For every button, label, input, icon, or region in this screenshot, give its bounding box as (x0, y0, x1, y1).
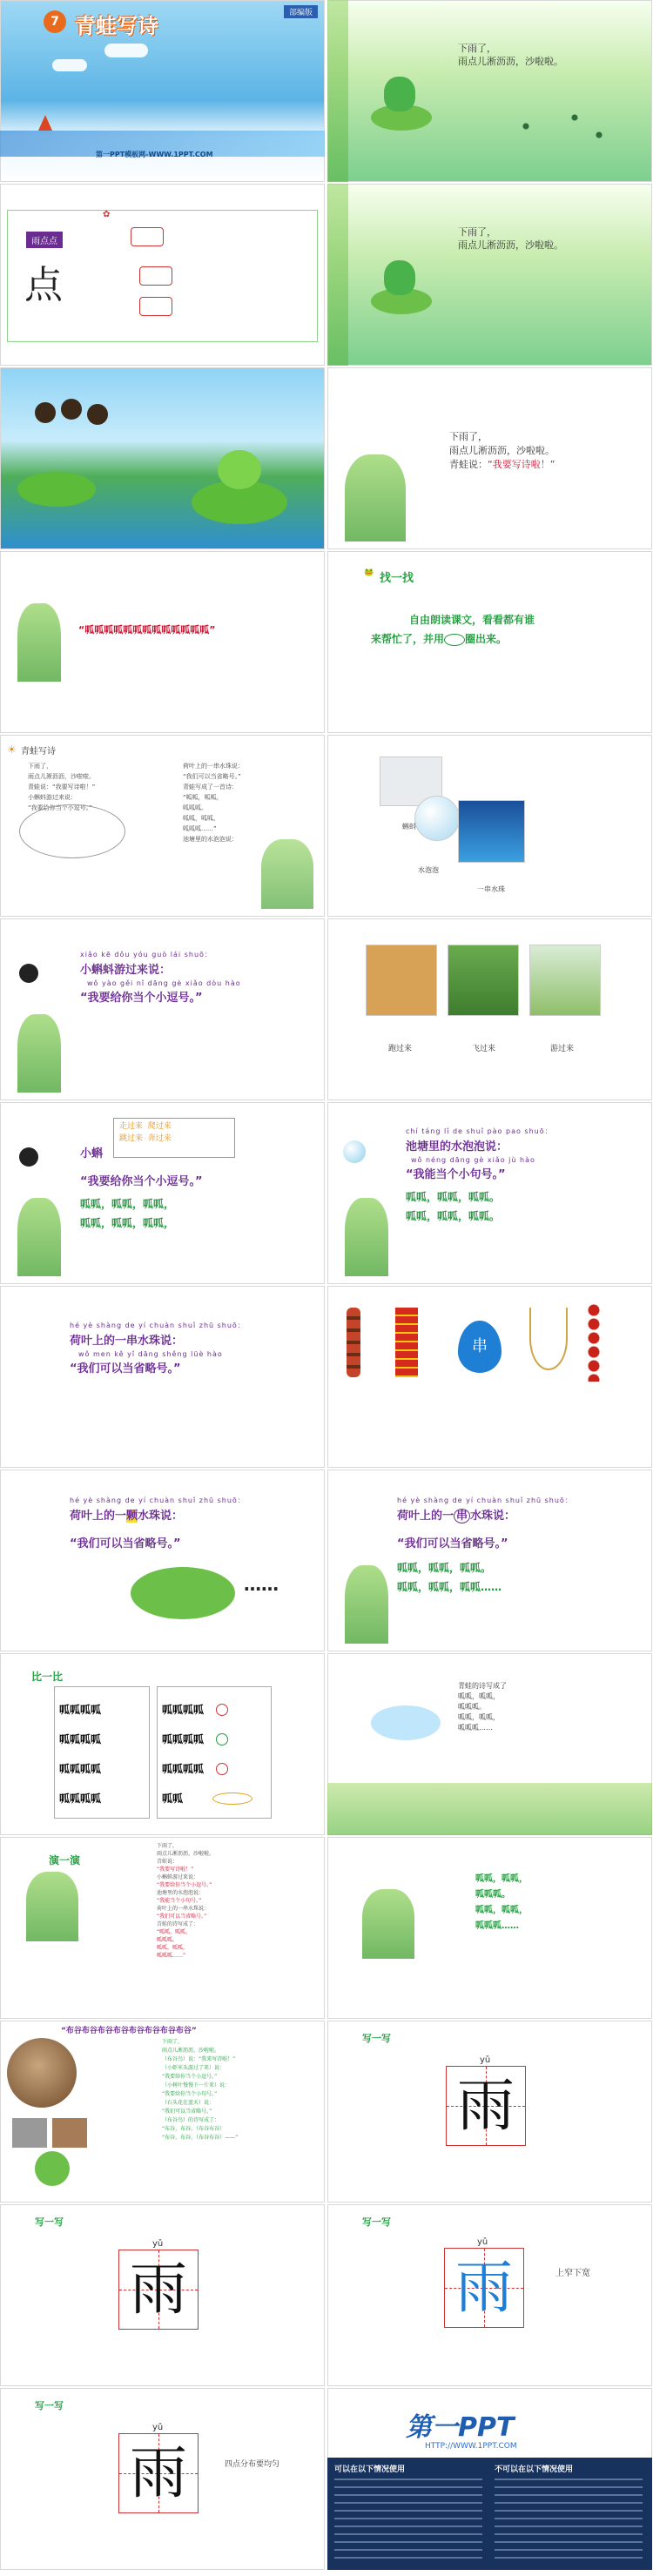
child-figure (61, 399, 82, 420)
circled-word: 串 (454, 1509, 470, 1523)
croak-row: 呱呱，呱呱，呱呱…… (397, 1581, 502, 1593)
poem-block (458, 1692, 500, 1733)
verb-label: 飞过来 (472, 1045, 496, 1053)
slide-5-illustration[interactable] (0, 367, 325, 549)
cloud-shape (52, 59, 87, 71)
script-line: 呱呱呱……” (157, 1953, 186, 1959)
meaning-box (139, 297, 172, 316)
note-item: 走过来 (119, 1122, 144, 1131)
section-heading: 写一写 (35, 2400, 64, 2411)
script-line: 雨点儿淅沥沥，沙啦啦。 (157, 1851, 215, 1857)
section-heading: 写一写 (362, 2033, 391, 2044)
pinyin-line: wǒ yào gěi nǐ dāng gè xiǎo dòu hào (87, 979, 241, 987)
text-line: 池塘里的水泡泡说： (406, 1140, 508, 1153)
child-figure (35, 402, 56, 423)
reed-border (327, 0, 348, 182)
poem-line: 下雨了， (458, 43, 496, 54)
pinyin-line: hé yè shàng de yí chuàn shuǐ zhū shuō： (397, 1497, 573, 1504)
poem-line: （石头花在蓝天）说： (162, 2100, 215, 2106)
tadpoles-illustration (502, 104, 623, 148)
slide-7-croak[interactable] (0, 551, 325, 733)
poem-line: “布谷，布谷，（布谷布谷） (162, 2126, 226, 2132)
slide-13-tadpole-practice[interactable] (0, 1102, 325, 1284)
text-line: 下雨了， (28, 763, 52, 770)
slide-1-title[interactable] (0, 0, 325, 182)
circle-symbol (444, 634, 465, 646)
quote: “我要写诗啦！” (488, 459, 555, 470)
poem-block (458, 42, 563, 68)
necklace-image (529, 1308, 568, 1370)
verb-label: 跑过来 (388, 1045, 413, 1053)
poem-line: 雨点儿淅沥沥，沙啦啦。 (449, 445, 555, 456)
croak-row: 呱呱，呱呱，呱呱。 (406, 1210, 501, 1222)
slide-10-helpers[interactable] (327, 735, 652, 917)
lesson-number-badge: 7 (44, 10, 66, 33)
text-part: 水珠说： (470, 1510, 516, 1523)
text-line (70, 1506, 183, 1523)
script-line: 青蛙说： (157, 1859, 178, 1865)
text-line: “我要给你当个小逗号。” (28, 804, 92, 811)
script-line: 青蛙的诗写成了： (157, 1921, 199, 1927)
text-line: 呱呱，呱呱， (183, 815, 219, 822)
poem-line: “布谷，布谷，（布谷布谷）——” (162, 2135, 239, 2141)
frog-on-leaf (345, 1565, 388, 1644)
text-part: 水珠说： (138, 1510, 184, 1523)
section-heading: 写一写 (35, 2216, 64, 2228)
speech-bubble (371, 1705, 441, 1740)
pinyin-label: yǔ (480, 2055, 491, 2065)
writing-tip: 四点分布要均匀 (225, 2460, 280, 2469)
poem-line: 呱呱呱…… (458, 1724, 493, 1732)
slide-18-string-drops[interactable] (327, 1470, 652, 1651)
template-footer: 第一PPT模板网-WWW.1PPT.COM (96, 151, 213, 158)
slide-12-verbs[interactable] (327, 918, 652, 1100)
kebab-image (347, 1308, 360, 1377)
pinyin-label: yǔ (152, 2423, 164, 2432)
text-line: 呱呱呱……” (183, 825, 217, 832)
slide-28-credits[interactable] (327, 2388, 652, 2570)
poem-line: 呱呱，呱呱， (458, 1692, 500, 1700)
croak-line: 呱呱，呱呱， (475, 1874, 528, 1884)
section-heading: 演一演 (49, 1854, 81, 1866)
poem-line: 雨点儿淅沥沥，沙啦啦。 (458, 56, 563, 67)
text-title: 青蛙写诗 (21, 747, 56, 757)
croak-row: 呱呱，呱呱，呱呱。 (397, 1562, 492, 1574)
croak-line: 呱呱呱…… (475, 1921, 519, 1931)
dove-image (448, 945, 519, 1016)
slide-27-write[interactable] (0, 2388, 325, 2570)
label-water-drops: 一串水珠 (477, 885, 505, 893)
highlight-oval (19, 804, 125, 858)
slide-17-one-drop[interactable] (0, 1470, 325, 1651)
slide-26-write[interactable] (327, 2204, 652, 2386)
pinyin-line: chí táng lǐ de shuǐ pào pao shuō： (406, 1127, 553, 1135)
script-line: “我能当个小句号。” (157, 1898, 202, 1904)
poem-block (449, 430, 555, 472)
text-line: 呱呱呱。 (183, 804, 207, 811)
text-column-right (183, 761, 244, 844)
animal-image (12, 2118, 47, 2148)
frog-on-leaf (261, 839, 313, 909)
text-line: “我要给你当个小逗号。” (80, 1175, 203, 1188)
tanghulu-image (587, 1303, 601, 1382)
note-box (113, 1118, 235, 1158)
slide-21-act[interactable] (0, 1837, 325, 2019)
text-line: “我们可以当省略号。” (70, 1537, 181, 1550)
poem-line: “我要给你当个小句号。” (162, 2091, 218, 2097)
write-character: 雨 (130, 2256, 187, 2323)
slide-19-compare[interactable] (0, 1653, 325, 1835)
comma-circle (216, 1704, 228, 1716)
text-line: 小蝌蚪游过来说： (80, 964, 172, 977)
cloud-shape (104, 44, 148, 57)
child-figure (87, 404, 108, 425)
poem-line: 下雨了， (162, 2039, 184, 2045)
compare-row: 呱呱呱呱 (162, 1763, 205, 1775)
bubble-icon (343, 1140, 366, 1163)
frog-on-leaf (17, 603, 61, 682)
croak-row: 呱呱，呱呱，呱呱。 (406, 1191, 501, 1203)
script-line: 下雨了， (157, 1843, 178, 1849)
script-line: “我们可以当省略号。” (157, 1914, 207, 1920)
text-part: 荷叶上的一 (397, 1510, 454, 1523)
frog-on-leaf (345, 454, 406, 541)
tian-grid (118, 2433, 199, 2513)
pond-strip (327, 1783, 652, 1835)
script-line: 池塘里的水泡泡说： (157, 1890, 205, 1896)
croak-line: 呱呱，呱呱， (475, 1906, 528, 1915)
croak-line: “呱呱呱呱呱呱呱呱呱呱呱呱呱” (78, 624, 216, 636)
meaning-box (139, 266, 172, 286)
slide-16-objects[interactable] (327, 1286, 652, 1468)
slide-25-write[interactable] (0, 2204, 325, 2386)
writing-tip: 上窄下宽 (555, 2269, 590, 2278)
word-tag: 雨点点 (26, 232, 63, 248)
slide-3-word-map[interactable] (0, 184, 325, 366)
write-character: 雨 (455, 2254, 513, 2321)
tian-grid (118, 2250, 199, 2330)
compare-right-text (162, 1695, 204, 1813)
text-line (397, 1506, 515, 1523)
frog-figure (218, 450, 261, 489)
lily-pad (17, 472, 96, 507)
poem-line: 呱呱，呱呱， (458, 1713, 500, 1721)
compare-row: 呱呱呱呱 (59, 1704, 102, 1716)
text-line: 小蝌蚪游过来说： (28, 794, 77, 801)
cuckoo-poem (162, 2038, 238, 2142)
poem-line: 呱呱呱。 (458, 1703, 486, 1711)
brand-url: HTTP://WWW.1PPT.COM (425, 2442, 517, 2451)
text-line: 青蛙写成了一首诗： (183, 784, 238, 790)
slide-9-text[interactable] (0, 735, 325, 917)
note-item: 爬过来 (147, 1122, 172, 1131)
script-line: “我要给你当个小逗号。” (157, 1882, 212, 1888)
slide-11-tadpole[interactable] (0, 918, 325, 1100)
frog-on-leaf (362, 1889, 414, 1959)
compare-left-text (59, 1695, 101, 1813)
comma-circle (216, 1763, 228, 1775)
script-block (157, 1842, 214, 1960)
pinyin-line: xiǎo kē dǒu yóu guò lái shuō： (80, 951, 212, 958)
pinyin-line: wǒ men kě yǐ dāng shěng lüè hào (78, 1350, 223, 1358)
verb-label: 游过来 (550, 1045, 575, 1053)
instruction-part: 来帮忙了，并用 (371, 633, 445, 645)
slide-2-poem[interactable] (327, 0, 652, 182)
highlighted-word: 颗 (126, 1510, 138, 1523)
poem-block (458, 225, 563, 252)
slide-4-poem[interactable] (327, 184, 652, 366)
poem-line: （小虾米头游过了来）说： (162, 2065, 226, 2071)
brand-logo: 第一PPT (406, 2412, 515, 2443)
note-item: 奔过来 (147, 1134, 172, 1143)
duckling-image (529, 945, 601, 1016)
lesson-title: 青蛙写诗 (75, 14, 158, 38)
slide-title: 青蛙的诗写成了 (458, 1682, 507, 1690)
slide-23-cuckoo[interactable] (0, 2021, 325, 2203)
pinyin-line: wǒ néng dāng gè xiǎo jù hào (411, 1156, 535, 1164)
script-line: “呱呱，呱呱， (157, 1929, 192, 1935)
slide-22-croaks[interactable] (327, 1837, 652, 2019)
slide-8-find[interactable] (327, 551, 652, 733)
poem-line: 雨点儿淅沥沥，沙啦啦。 (458, 239, 563, 251)
text-line: 荷叶上的一串水珠说： (70, 1335, 184, 1348)
text-line: “我们可以当省略号。” (183, 773, 241, 780)
edition-badge: 部编版 (284, 5, 318, 18)
compare-row: 呱呱呱呱 (59, 1792, 102, 1805)
tadpole-icon (19, 1147, 38, 1167)
caterpillar-image (35, 2151, 70, 2186)
poem-line: “我们可以当省略号。” (162, 2109, 212, 2115)
write-character: 雨 (130, 2439, 187, 2506)
license-right-text (495, 2478, 643, 2562)
section-heading: 写一写 (362, 2216, 391, 2228)
meaning-box (131, 227, 164, 246)
write-character: 雨 (457, 2072, 515, 2139)
text-line: “我们可以当省略号。” (70, 1362, 181, 1375)
section-heading: 比一比 (31, 1671, 64, 1683)
period-circle (216, 1733, 228, 1745)
animal-image (52, 2118, 87, 2148)
center-character: 点 (24, 263, 63, 307)
compare-row: 呱呱呱呱 (162, 1704, 205, 1716)
tian-grid (446, 2066, 526, 2146)
pinyin-label: yǔ (477, 2237, 488, 2247)
script-line: 小蝌蚪游过来说： (157, 1874, 199, 1880)
reed-border (327, 184, 348, 366)
label-tadpole: 蝌蚪 (402, 823, 416, 831)
pinyin-line: hé yè shàng de yí chuàn shuǐ zhū shuō： (70, 1322, 246, 1329)
script-line: 呱呱，呱呱， (157, 1945, 189, 1951)
frog-figure (384, 77, 415, 111)
poem-line: “我要给你当个小逗号。” (162, 2074, 218, 2080)
text-line: 雨点儿淅沥沥，沙啦啦。 (28, 773, 95, 780)
label-bubble: 水泡泡 (418, 866, 439, 874)
frog-on-leaf (17, 1198, 61, 1276)
poem-line: （布谷鸟）说：“我来写诗啦！” (162, 2056, 236, 2062)
note-item: 跳过来 (119, 1134, 144, 1143)
compare-row: 呱呱呱呱 (59, 1763, 102, 1775)
sun-icon: ☀ (7, 743, 17, 756)
poem-line: 下雨了， (449, 431, 488, 442)
text-line: 池塘里的水泡泡说： (183, 836, 238, 843)
text-line: 小蝌 (80, 1147, 104, 1160)
water-drops-image (458, 800, 525, 863)
text-line: “我能当个小句号。” (406, 1168, 506, 1181)
text-part: 荷叶上的一 (70, 1510, 127, 1523)
script-line: 呱呱呱。 (157, 1937, 178, 1943)
frog-on-leaf (17, 1014, 61, 1093)
instruction-line-2 (371, 631, 507, 646)
text-line: “我们可以当省略号。” (397, 1537, 508, 1550)
license-right-title: 不可以在以下情况使用 (495, 2465, 574, 2474)
slide-14-bubble[interactable] (327, 1102, 652, 1284)
license-left-title: 可以在以下情况使用 (334, 2465, 406, 2474)
frog-on-leaf (26, 1872, 78, 1941)
script-line: “我要写诗啦！” (157, 1866, 194, 1873)
pinyin-line: hé yè shàng de yí chuàn shuǐ zhū shuō： (70, 1497, 246, 1504)
flower-icon: ✿ (103, 210, 111, 219)
text-line: 荷叶上的一串水珠说： (183, 763, 244, 770)
slide-15-waterdrops[interactable] (0, 1286, 325, 1468)
pinyin-label: yǔ (152, 2239, 164, 2249)
lotus-leaf-image (131, 1567, 235, 1619)
speaker: 青蛙说： (449, 459, 488, 470)
instruction-line: 自由朗读课文，看看都有谁 (409, 614, 535, 626)
instruction-part: 圈出来。 (465, 633, 508, 645)
poem-line: 雨点儿淅沥沥，沙啦啦。 (162, 2048, 220, 2054)
text-line: “我要给你当个小逗号。” (80, 992, 203, 1005)
croak-block (475, 1872, 528, 1934)
text-line: 青蛙说：“我要写诗啦！” (28, 784, 96, 790)
section-heading: 找一找 (380, 572, 414, 585)
compare-row: 呱呱呱呱 (59, 1733, 102, 1745)
croak-row: 呱呱，呱呱，呱呱， (80, 1198, 175, 1210)
script-line: 荷叶上的一串水珠说： (157, 1906, 210, 1912)
ellipsis-circle (212, 1792, 252, 1805)
license-left-text (334, 2478, 482, 2562)
tadpole-icon (19, 964, 38, 983)
ellipsis-mark: …… (244, 1574, 279, 1595)
croak-line: 呱呱呱。 (475, 1890, 510, 1900)
frog-figure (384, 260, 415, 295)
poem-line: （小树叶慢慢下一片来）说： (162, 2082, 231, 2088)
frog-icon: 🐸 (364, 568, 374, 577)
cuckoo-banner: “布谷布谷布谷布谷布谷布谷布谷布谷” (61, 2027, 197, 2035)
compare-row: 呱呱呱呱 (162, 1733, 205, 1745)
slide-20-poem-written[interactable] (327, 1653, 652, 1835)
slide-6-poem[interactable] (327, 367, 652, 549)
compare-row: 呱呱 (162, 1792, 184, 1805)
cuckoo-bird-image (7, 2038, 77, 2108)
sailboat-icon (38, 115, 52, 131)
bubble-image (414, 796, 460, 841)
water-drop-icon: 串 (458, 1321, 502, 1373)
firecracker-image (395, 1308, 418, 1377)
poem-line: （布谷鸟）的诗写成了： (162, 2117, 220, 2123)
dog-image (366, 945, 437, 1016)
tian-grid (444, 2248, 524, 2328)
text-line: “呱呱，呱呱， (183, 794, 223, 801)
slide-24-write[interactable] (327, 2021, 652, 2203)
croak-row: 呱呱，呱呱，呱呱， (80, 1217, 175, 1229)
poem-line: 下雨了， (458, 226, 496, 238)
frog-on-leaf (345, 1198, 388, 1276)
